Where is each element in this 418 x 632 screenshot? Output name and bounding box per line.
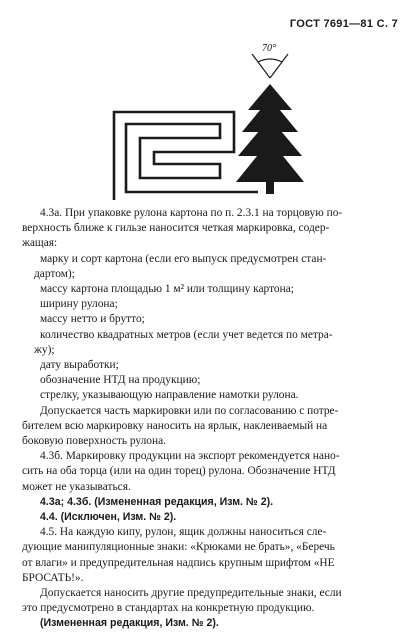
amendment-note-final: (Измененная редакция, Изм. № 2). [40, 617, 219, 630]
list-item-net-gross: массу нетто и брутто; [40, 313, 145, 326]
para-allowed-line1: Допускается часть маркировки или по согласованию с потре- [40, 404, 339, 417]
list-item-arrow: стрелку, указывающую направление намотки рулона. [40, 389, 299, 402]
para-allowed-line3: боковую поверхность рулона. [22, 435, 167, 448]
para-4-3a-line2: верхность ближе к гильзе наносится четкая маркировка, содер- [22, 222, 330, 235]
page-header: ГОСТ 7691—81 С. 7 [289, 18, 398, 30]
para-other-signs-line2: это предусмотрено в стандартах на конкретную продукцию. [22, 602, 315, 615]
list-item-mass: массу картона площадью 1 м² или толщину картона; [40, 283, 294, 296]
list-item-square-meters: количество квадратных метров (если учет ведется по метра- [40, 328, 333, 341]
angle-label: 70° [262, 43, 276, 54]
para-4-5-line2: дующие манипуляционные знаки: «Крюками не брать», «Беречь [22, 541, 335, 554]
para-allowed-line2: бителем всю маркировку наносить на ярлык, наклеиваемый на [22, 419, 328, 432]
para-4-3b-line3: может не указываться. [22, 480, 131, 493]
fir-tree-icon [236, 84, 304, 194]
para-4-3b-line1: 4.3б. Маркировку продукции на экспорт рекомендуется нано- [40, 450, 340, 463]
para-4-5-line3: от влаги» и предупредительная надпись крупным шрифтом «НЕ [22, 556, 335, 569]
list-item-grade-cont: дартом); [34, 267, 75, 280]
angle-indicator [252, 54, 288, 78]
para-4-3a-line1: 4.3а. При упаковке рулона картона по п. 2.3.1 на торцовую по- [40, 207, 343, 219]
list-item-date: дату выработки; [40, 359, 119, 372]
list-item-grade: марку и сорт картона (если его выпуск предусмотрен стан- [40, 252, 327, 265]
coil-arrow-icon [114, 112, 258, 200]
list-item-square-meters-cont: жу); [34, 343, 55, 356]
marking-symbol-figure [108, 40, 318, 200]
para-4-5-line1: 4.5. На каждую кипу, рулон, ящик должны наноситься сле- [40, 526, 327, 539]
amendment-note-4-3: 4.3а; 4.3б. (Измененная редакция, Изм. № 2). [40, 495, 274, 508]
list-item-ntd: обозначение НТД на продукцию; [40, 374, 201, 387]
list-item-width: ширину рулона; [40, 298, 118, 311]
para-other-signs-line1: Допускается наносить другие предупредительные знаки, если [40, 587, 342, 600]
document-body [22, 206, 398, 632]
section-4-4-excluded: 4.4. (Исключен, Изм. № 2). [40, 511, 177, 524]
para-4-5-line4: БРОСАТЬ!». [22, 571, 84, 584]
para-4-3a-line3: жащая: [22, 237, 58, 250]
para-4-3b-line2: сить на оба торца (или на один торец) рулона. Обозначение НТД [22, 465, 336, 478]
